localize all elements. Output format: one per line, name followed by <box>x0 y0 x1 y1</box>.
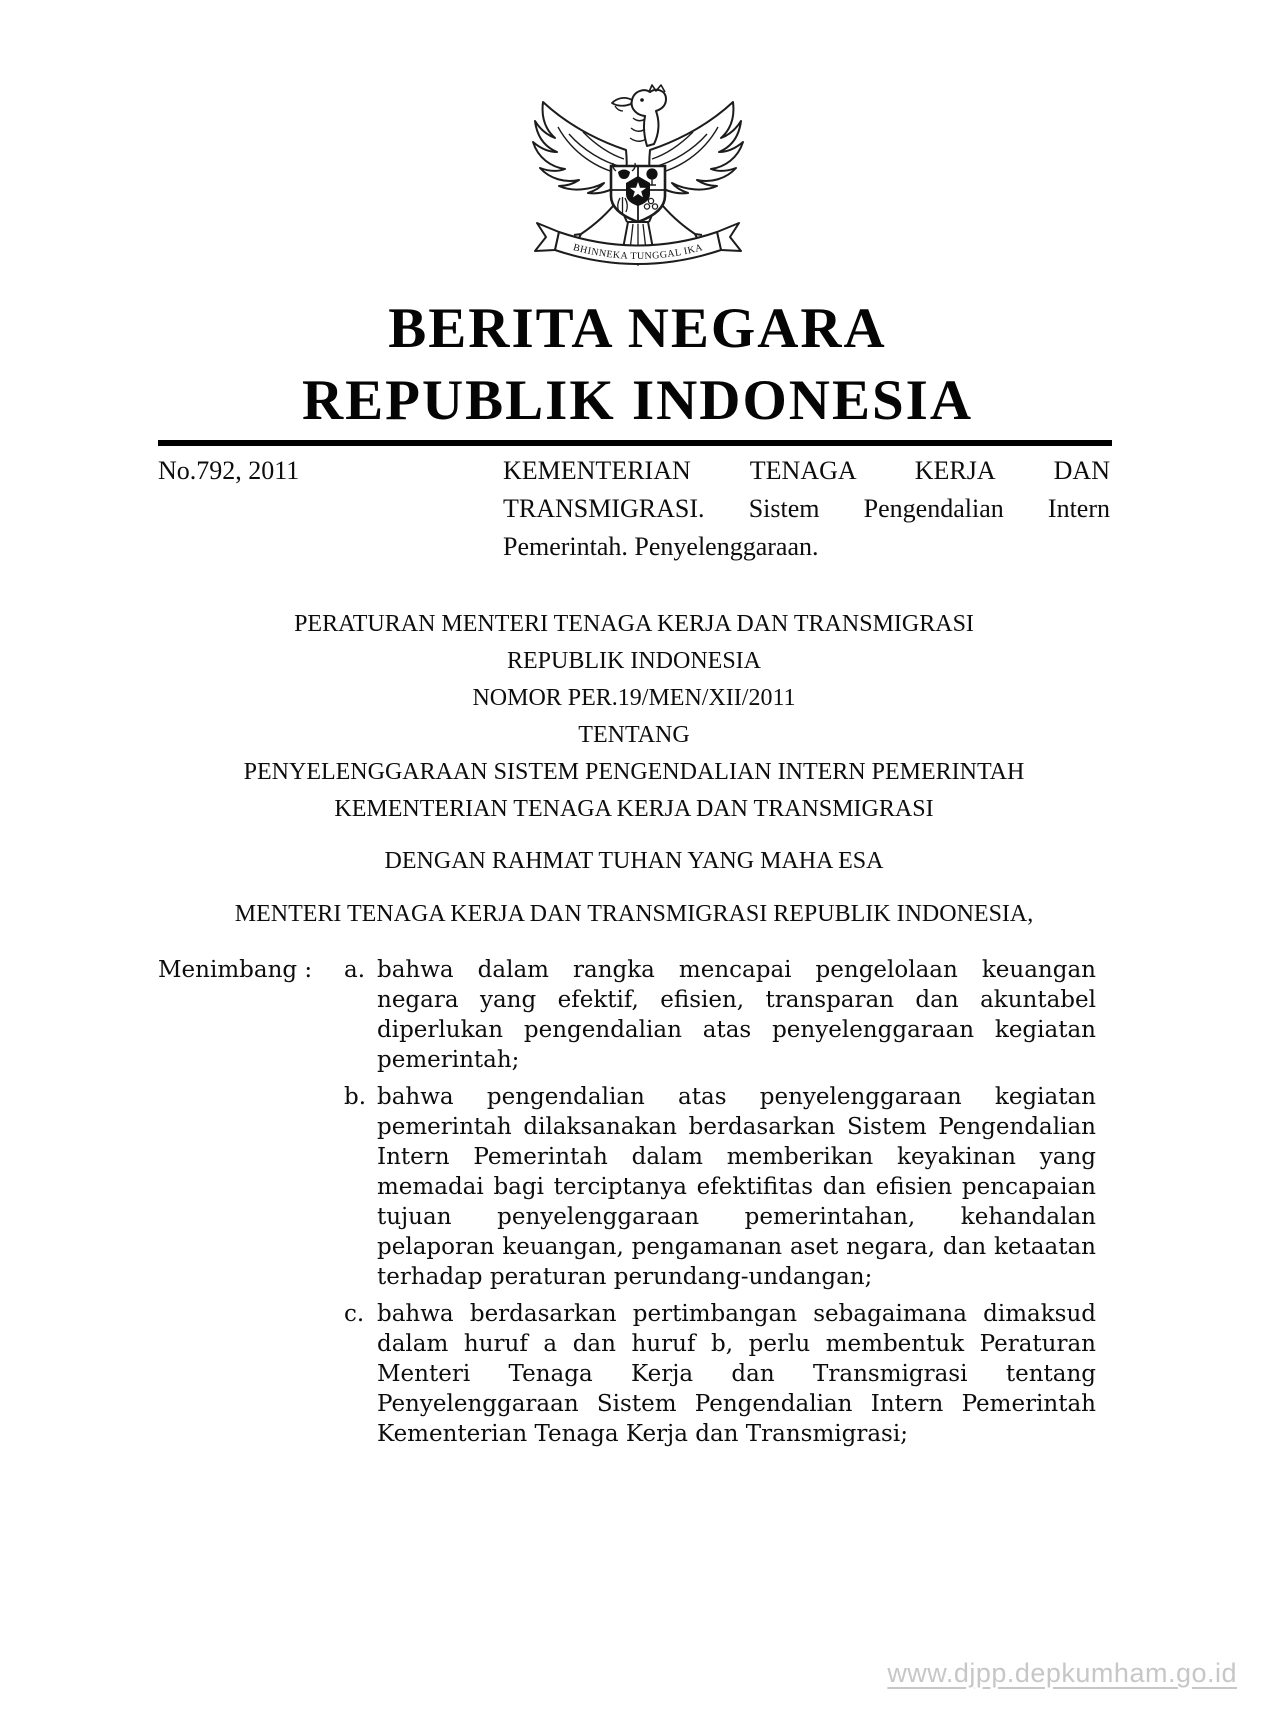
considerations-section <box>158 955 1110 1456</box>
watermark-link[interactable]: www.djpp.depkumham.go.id <box>887 1658 1237 1688</box>
consideration-text-b: bahwa pengendalian atas penyelenggaraan kegiatan pemerintah dilaksanakan berdasarkan Sistem Pengendalian Intern Pemerintah dalam memberikan keyakinan yang memadai bagi terciptanya efektifitas dan efisien pencapaian tujuan penyelenggaraan pemerintahan, kehandalan pelaporan keuangan, pengamanan aset negara, dan ketaatan terhadap peraturan perundang-undangan; <box>377 1084 1096 1290</box>
garuda-pancasila-emblem <box>513 82 763 287</box>
consideration-text-c: bahwa berdasarkan pertimbangan sebagaimana dimaksud dalam huruf a dan huruf b, perlu membentuk Peraturan Menteri Tenaga Kerja dan Transmigrasi tentang Penyelenggaraan Sistem Pengendalian Intern Pemerintah Kementerian Tenaga Kerja dan Transmigrasi; <box>377 1301 1096 1447</box>
regulation-subject-line-1: PENYELENGGARAAN SISTEM PENGENDALIAN INTERN PEMERINTAH <box>243 759 1025 785</box>
regulation-title-line-2: REPUBLIK INDONESIA <box>507 648 761 674</box>
gazette-page <box>0 82 1275 1732</box>
masthead-title-line-2: REPUBLIK INDONESIA <box>301 369 974 432</box>
invocation-line: DENGAN RAHMAT TUHAN YANG MAHA ESA <box>384 848 884 874</box>
regulation-title-tentang: TENTANG <box>578 722 690 748</box>
masthead-rule <box>158 440 1112 446</box>
considerations-label: Menimbang : <box>158 957 313 983</box>
masthead-title <box>0 293 1275 437</box>
consideration-text-a: bahwa dalam rangka mencapai pengelolaan keuangan negara yang efektif, efisien, transparan dan akuntabel diperlukan pengendalian atas penyelenggaraan kegiatan pemerintah; <box>377 957 1096 1073</box>
regulation-title <box>158 606 1110 828</box>
gazette-number: No.792, 2011 <box>158 456 300 485</box>
masthead-title-line-1: BERITA NEGARA <box>388 297 887 360</box>
garuda-pancasila-icon <box>513 82 763 287</box>
regulation-number: NOMOR PER.19/MEN/XII/2011 <box>472 685 796 711</box>
regulation-title-line-1: PERATURAN MENTERI TENAGA KERJA DAN TRANSMIGRASI <box>294 611 974 637</box>
gazette-subject: KEMENTERIAN TENAGA KERJA DAN TRANSMIGRASI. Sistem Pengendalian Intern Pemerintah. Penyelenggaraan. <box>503 456 1110 561</box>
gazette-header <box>158 452 1110 566</box>
consideration-marker-c: c. <box>344 1301 365 1327</box>
consideration-marker-b: b. <box>344 1084 367 1110</box>
consideration-marker-a: a. <box>344 957 366 983</box>
authority-line: MENTERI TENAGA KERJA DAN TRANSMIGRASI REPUBLIK INDONESIA, <box>234 901 1034 927</box>
emblem-banner-text: BHINNEKA TUNGGAL IKA <box>571 242 704 263</box>
regulation-subject-line-2: KEMENTERIAN TENAGA KERJA DAN TRANSMIGRASI <box>334 796 934 822</box>
